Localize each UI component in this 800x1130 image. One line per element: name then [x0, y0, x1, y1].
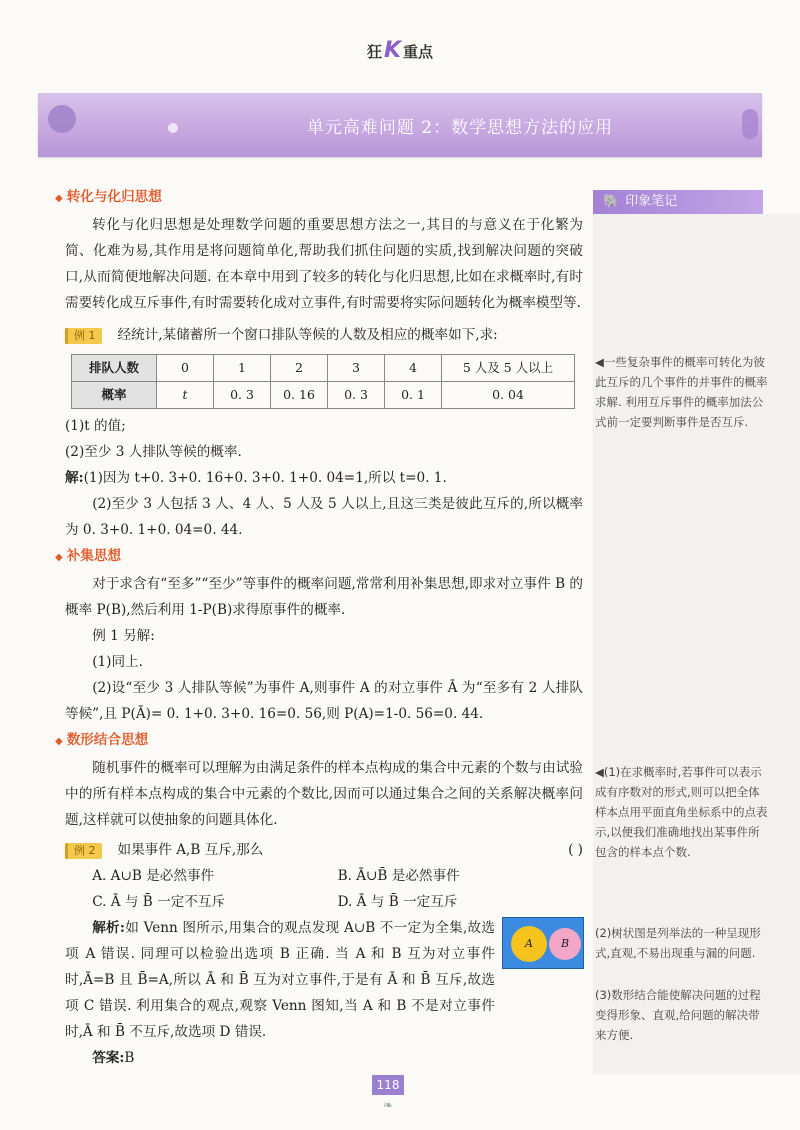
example-tag: 例 1 — [65, 328, 102, 344]
table-cell: 3 — [328, 355, 385, 382]
bullet-icon: ◆ — [55, 736, 63, 747]
bullet-icon: ◆ — [55, 552, 63, 563]
table-cell: 0. 04 — [442, 382, 575, 409]
paragraph: 随机事件的概率可以理解为由满足条件的样本点构成的集合中元素的个数与由试验中的所有样本点构成的集合中元素的个数比,因而可以通过集合之间的关系解决概率问题,这样就可以使抽象的问题具体化. — [65, 760, 583, 828]
choices-row — [65, 889, 583, 915]
side-note-1: ◀一些复杂事件的概率可转化为彼此互斥的几个事件的并事件的概率求解. 利用互斥事件的概率加法公式前一定要判断事件是否互斥. — [595, 355, 768, 429]
solution-2: (2)至少 3 人包括 3 人、4 人、5 人及 5 人以上,且这三类是彼此互斥的,所以概率为 0. 3+0. 1+0. 04=0. 44. — [65, 496, 583, 538]
section-heading: ◆ 转化与化归思想 — [55, 189, 162, 205]
table-cell: 0. 3 — [328, 382, 385, 409]
side-note-2-1: ◀(1)在求概率时,若事件可以表示成有序数对的形式,则可以把全体样本点用平面直角坐标系中的点表示,以便我们准确地找出某事件所包含的样本点个数. — [595, 765, 768, 859]
table-cell: 概率 — [72, 382, 157, 409]
brand-text-left: 狂 — [366, 43, 382, 61]
alt-solution-1: (1)同上. — [92, 654, 143, 670]
example-1: 例 1 经统计,某储蓄所一个窗口排队等候的人数及相应的概率如下,求: — [65, 322, 583, 348]
question-1: (1)t 的值; — [65, 418, 126, 434]
probability-table — [71, 354, 575, 409]
analysis: 解析:如 Venn 图所示,用集合的观点发现 A∪B 不一定为全集,故选项 A 错误. 同理可以检验出选项 B 正确. 当 A 和 B 互为对立事件时,Ā=B 且 B̄=A,所以 Ā 和 B̄ 互为对立事件,于是有 Ā 和 B̄ 互斥,故选项 C 错误. 利用集合的观点,观察 Venn 图知,当 A 和 B 不是对立事件时,Ā 和 B̄ 不互斥,故选项 D 错误. — [65, 920, 495, 1040]
table-cell: t — [157, 382, 214, 409]
choice-d: D. Ā 与 B̄ 一定互斥 — [337, 894, 458, 910]
unit-banner — [38, 93, 762, 157]
paragraph: 对于求含有“至多”“至少”等事件的概率问题,常常利用补集思想,即求对立事件 B 的概率 P(B),然后利用 1-P(B)求得原事件的概率. — [65, 576, 583, 618]
banner-decoration — [742, 109, 758, 139]
choice-a: A. A∪B 是必然事件 — [92, 868, 215, 884]
example-2: 例 2 如果事件 A,B 互斥,那么 ( ) — [65, 837, 583, 863]
choice-b: B. Ā∪B̄ 是必然事件 — [337, 868, 460, 884]
table-cell: 4 — [385, 355, 442, 382]
brand-header — [0, 38, 800, 63]
table-cell: 1 — [214, 355, 271, 382]
main-content — [55, 184, 583, 1071]
table-cell: 0. 16 — [271, 382, 328, 409]
banner-title: 单元高难问题 2：数学思想方法的应用 — [306, 118, 614, 138]
banner-decoration — [168, 123, 178, 133]
venn-diagram — [502, 917, 584, 969]
table-cell: 0. 3 — [214, 382, 271, 409]
table-cell: 排队人数 — [72, 355, 157, 382]
brand-k-logo: K — [383, 38, 402, 63]
banner-decoration — [48, 105, 76, 133]
table-row — [72, 382, 575, 409]
solution-1: 解:(1)因为 t+0. 3+0. 16+0. 3+0. 1+0. 04=1,所以 t=0. 1. — [65, 470, 447, 486]
table-cell: 0. 1 — [385, 382, 442, 409]
table-row — [72, 355, 575, 382]
venn-set-b: B — [549, 928, 581, 960]
table-cell: 2 — [271, 355, 328, 382]
note-title: 印象笔记 — [625, 194, 678, 209]
question-2: (2)至少 3 人排队等候的概率. — [65, 444, 242, 460]
side-note-2-3: (3)数形结合能使解决问题的过程变得形象、直观,给问题的解决带来方便. — [595, 988, 761, 1042]
elephant-icon: 🐘 — [603, 194, 620, 209]
venn-set-a: A — [511, 926, 547, 962]
alt-solution-2: (2)设“至少 3 人排队等候”为事件 A,则事件 A 的对立事件 Ā 为“至多有 2 人排队等候”,且 P(Ā)= 0. 1+0. 3+0. 16=0. 56,则 P(A)=1-0. 56=0. 44. — [65, 680, 583, 722]
brand-text-right: 重点 — [403, 43, 434, 61]
choice-c: C. Ā 与 B̄ 一定不互斥 — [92, 894, 226, 910]
example-tag: 例 2 — [65, 843, 102, 859]
page-ornament-icon: ❧ — [382, 1098, 394, 1112]
paragraph: 转化与化归思想是处理数学问题的重要思想方法之一,其目的与意义在于化繁为简、化难为易,其作用是将问题简单化,帮助我们抓住问题的实质,找到解决问题的突破口,从而简便地解决问题. 在本章中用到了较多的转化与化归思想,比如在求概率时,有时需要转化成互斥事件,有时需要转化成对立事件,有时需要将实际问题转化为概率模型等. — [65, 217, 583, 311]
bullet-icon: ◆ — [55, 193, 63, 204]
note-title-bar — [593, 190, 763, 214]
table-cell: 0 — [157, 355, 214, 382]
answer-bracket: ( ) — [568, 842, 583, 858]
table-cell: 5 人及 5 人以上 — [442, 355, 575, 382]
section-heading: ◆ 补集思想 — [55, 548, 122, 564]
answer: 答案:B — [92, 1050, 135, 1066]
section-heading: ◆ 数形结合思想 — [55, 732, 149, 748]
page-number: 118 — [372, 1075, 404, 1095]
alt-solution-label: 例 1 另解: — [92, 628, 155, 644]
choices-row — [65, 863, 583, 889]
side-note-2-2: (2)树状图是列举法的一种呈现形式,直观,不易出现重与漏的问题. — [595, 926, 761, 960]
